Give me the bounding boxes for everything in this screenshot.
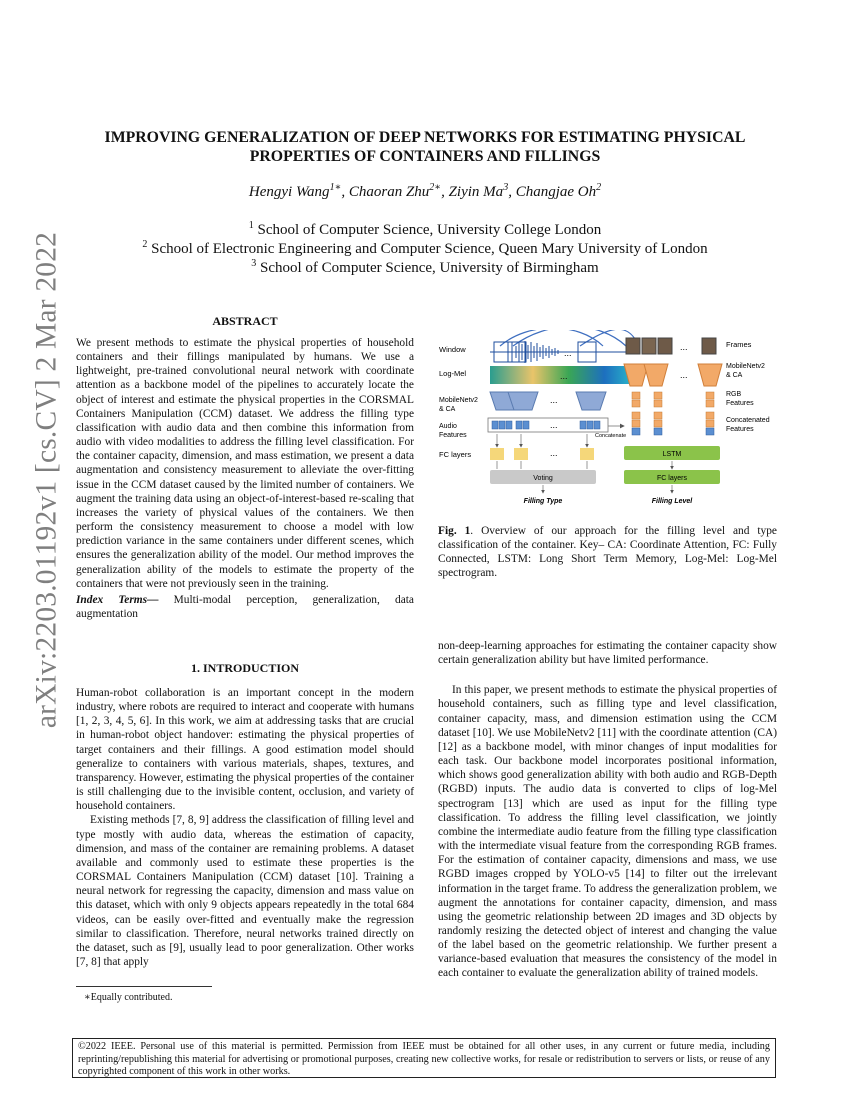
caption-label: Fig. 1 bbox=[438, 525, 471, 537]
affiliations bbox=[60, 221, 790, 278]
right-paragraph-1: non-deep-learning approaches for estimating the container capacity show certain generalization ability but have limited performance. bbox=[438, 640, 777, 667]
voting-label: Voting bbox=[533, 475, 553, 482]
figure-1 bbox=[438, 330, 778, 512]
affiliation: $^1$ School of Computer Science, University College London bbox=[248, 220, 602, 238]
label-fc-layers-left: FC layers bbox=[439, 450, 472, 459]
abstract-heading: ABSTRACT bbox=[212, 314, 278, 328]
label-frames: Frames bbox=[726, 340, 752, 349]
visual-encoder bbox=[698, 364, 722, 386]
waveform bbox=[516, 341, 558, 363]
label-log-mel: Log-Mel bbox=[439, 369, 467, 378]
footnote-rule bbox=[76, 986, 212, 987]
visual-encoder bbox=[644, 364, 668, 386]
concatenate-label: Concatenate bbox=[595, 433, 627, 439]
label-window: Window bbox=[439, 345, 466, 354]
author: Hengyi Wang$^{1∗}$ bbox=[248, 182, 342, 200]
label-audio-features: Audio Features bbox=[439, 423, 467, 439]
audio-encoder bbox=[576, 392, 606, 410]
intro-paragraph-1: Human-robot collaboration is an important concept in the modern industry, where robots are required to interact and cooperate with humans [1, 2, 3, 4, 5, 6]. In this work, we aim at addressing tasks that are crucial in human-robot object handover: estimating the physical properties of target containers and their fillings. A good estimation model should generalize to containers with various materials, shapes, textures, and transparency. However, estimating the physical properties of the container is still challenging due to the invisible content, occlusion, and variety of household containers. bbox=[76, 687, 414, 813]
affiliation: $^3$ School of Computer Science, University of Birmingham bbox=[251, 258, 599, 276]
filling-type-label: Filling Type bbox=[523, 498, 563, 505]
author-list: Hengyi Wang$^{1∗}$, Chaoran Zhu$^{2∗}$, Ziyin Ma$^3$, Changjae Oh$^2$ bbox=[248, 182, 602, 200]
frames bbox=[626, 338, 716, 354]
copyright-notice: ©2022 IEEE. Personal use of this material is permitted. Permission from IEEE must be obtained for all other uses, in any current or future media, including reprinting/republishing this material for advertising or promotional purposes, creating new collective works, for resale or redistribution to servers or lists, or reuse of any copyrighted component of this work in other works. bbox=[72, 1038, 776, 1078]
dots: ... bbox=[550, 420, 558, 430]
figure-caption: Fig. 1. Overview of our approach for the filling level and type classification of the container. Key– CA: Coordinate Attention, FC: Fully Connected, LSTM: Long Short Term Memory, Log-Mel: Log-Mel spectrogram. bbox=[438, 525, 777, 580]
filling-level-label: Filling Level bbox=[651, 498, 693, 505]
audio-feature-cells bbox=[492, 421, 600, 429]
dots: ... bbox=[564, 348, 572, 358]
dots: ... bbox=[680, 342, 688, 352]
title-line-1: IMPROVING GENERALIZATION OF DEEP NETWORKS FOR ESTIMATING PHYSICAL bbox=[104, 129, 746, 146]
dots: ... bbox=[550, 395, 558, 405]
affiliation: $^2$ School of Electronic Engineering and Computer Science, Queen Mary University of London bbox=[142, 239, 708, 257]
label-mobilenet-audio: MobileNetv2 & CA bbox=[439, 397, 478, 413]
fc-layers-label: FC layers bbox=[657, 475, 687, 482]
index-terms-label: Index Terms— bbox=[76, 593, 159, 606]
intro-heading: 1. INTRODUCTION bbox=[190, 661, 299, 675]
architecture-diagram bbox=[438, 330, 778, 512]
fc-box bbox=[580, 448, 594, 460]
fc-box bbox=[490, 448, 504, 460]
intro-paragraph-2: Existing methods [7, 8, 9] address the classification of filling level and type mostly with audio data, whereas the estimation of capacity, dimension, and mass of the container are remaining problems. A dataset available and commonly used to estimate these properties is the CORSMAL Containers Manipulation (CCM) dataset [10]. Training a neural network for regressing the capacity, dimension and mass value on this dataset, which with only 9 objects appears repeatedly in the total 684 videos, can be easily over-fitted and eventually make the regression similar to classification. Therefore, neural networks trained directly on the dataset, such as [9], usually lead to poor generalization. Other works [7, 8] that apply bbox=[76, 814, 414, 968]
arxiv-identifier: arXiv:2203.01192v1 [cs.CV] 2 Mar 2022 bbox=[30, 231, 63, 729]
right-paragraph-2: In this paper, we present methods to estimate the physical properties of household containers, such as filling type and level classification, container capacity, mass, and dimension estimation using the CCM dataset [10]. We use MobileNetv2 [11] with the coordinate attention (CA) [12] as a backbone model, with minor changes of input modalities for each task. Our backbone model incorporates positional information, which shows good generalization ability with both audio and RGB-Depth (RGBD) inputs. The audio data is converted to clips of log-Mel spectrogram [13] which are used as input for the filling type classification. To address the filling level classification, we jointly combine the intermediate audio feature from the filling type classification with the intermediate visual feature from the corresponding RGB frames. For the estimation of container capacity, dimensions and mass, we use RGBD images cropped by YOLO-v5 [14] to filter out the irrelevant information in the target frame. To address the generalization problem, we augment the annotations for container capacity, dimension, and mass using the geometric relationship between 2D images and 3D objects by randomly resizing the detected object of interest and changing the value of the label based on the geometric relationship. We further present a variance-based evaluation that measures the consistency of the model in each container to evaluate the generalization ability of trained models. bbox=[438, 684, 777, 980]
author: Chaoran Zhu$^{2∗}$ bbox=[348, 182, 442, 200]
abstract-body bbox=[76, 336, 414, 621]
title-line-2: PROPERTIES OF CONTAINERS AND FILLINGS bbox=[249, 148, 601, 165]
dots: ... bbox=[560, 371, 568, 381]
label-rgb-features: RGB Features bbox=[726, 391, 754, 407]
right-column-body bbox=[438, 639, 777, 981]
intro-body bbox=[76, 686, 414, 969]
fc-box bbox=[514, 448, 528, 460]
footnote: ∗Equally contributed. bbox=[84, 992, 173, 1003]
label-mobilenet-visual: MobileNetv2 & CA bbox=[726, 363, 765, 379]
abstract-text: We present methods to estimate the physical properties of household containers and their fillings manipulated by humans. We use a lightweight, pre-trained convolutional neural network with coordinate attention as a backbone model of the pipelines to accurately locate the object of interest and estimate the physical properties in the CORSMAL Containers Manipulation (CCM) dataset. We address the filling type classification with audio data and then combine this information from audio with video modalities to address the filling level classification. For the container capacity, dimension, and mass estimation, we present a data augmentation and consistency measurement to alleviate the over-fitting issue in the CCM dataset caused by the limited number of containers. We augment the training data using an object-of-interest-based re-scaling that increases the variety of physical values of the containers. We then perform the consistency measurement to choose a model with low prediction variance in the same containers under different scenes, which ensures the generalization ability of the model. Our method improves the generalization ability of the models to estimate the property of the containers that were not previously seen in the training. bbox=[76, 337, 414, 590]
rgb-feature-stacks bbox=[632, 392, 714, 407]
dots: ... bbox=[550, 448, 558, 458]
author: Changjae Oh$^2$ bbox=[515, 182, 602, 200]
author: Ziyin Ma$^3$ bbox=[448, 182, 509, 200]
lstm-label: LSTM bbox=[662, 451, 682, 458]
window-arc bbox=[513, 330, 626, 346]
index-terms: Index Terms— Multi-modal perception, generalization, data augmentation bbox=[76, 593, 414, 620]
paper-title bbox=[60, 128, 790, 166]
dots: ... bbox=[680, 370, 688, 380]
concatenated-stacks bbox=[632, 412, 714, 435]
label-concatenated-features: Concatenated Features bbox=[726, 417, 770, 433]
